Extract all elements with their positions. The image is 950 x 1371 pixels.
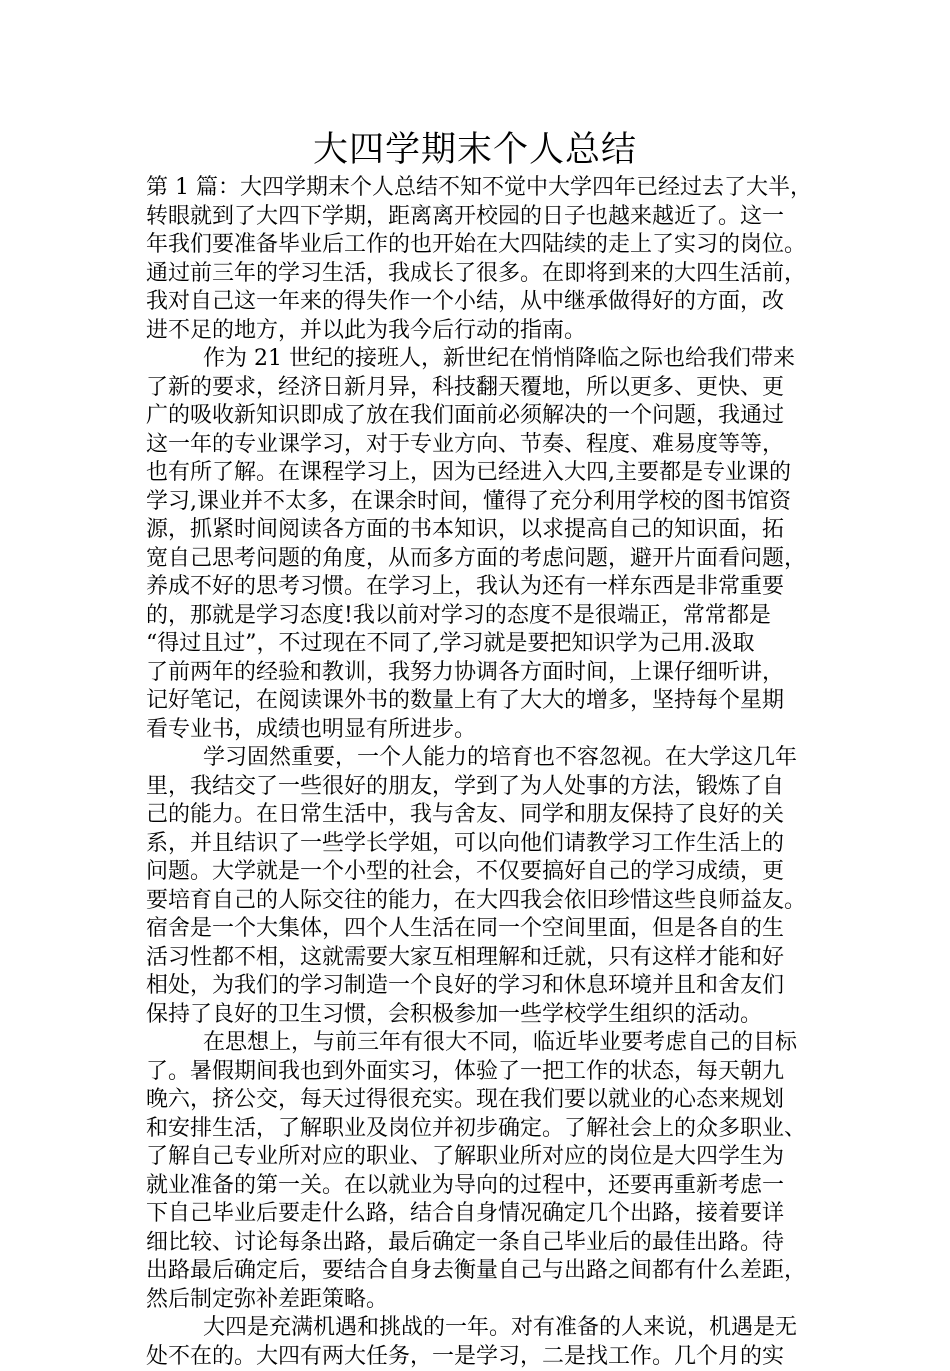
body-line: 系，并且结识了一些学长学姐，可以向他们请教学习工作生活上的 [146,830,814,859]
body-line: 年我们要准备毕业后工作的也开始在大四陆续的走上了实习的岗位。 [146,231,814,260]
body-line: 相处，为我们的学习制造一个良好的学习和休息环境并且和舍友们 [146,972,814,1001]
body-line: 通过前三年的学习生活，我成长了很多。在即将到来的大四生活前， [146,260,814,289]
body-line: 就业准备的第一关。在以就业为导向的过程中，还要再重新考虑一 [146,1172,814,1201]
body-line: 这一年的专业课学习，对于专业方向、节奏、程度、难易度等等， [146,431,814,460]
body-line: 己的能力。在日常生活中，我与舍友、同学和朋友保持了良好的关 [146,801,814,830]
body-line: 然后制定弥补差距策略。 [146,1286,814,1315]
body-line: 第 1 篇：大四学期末个人总结不知不觉中大学四年已经过去了大半， [146,174,814,203]
body-line: 活习性都不相，这就需要大家互相理解和迁就，只有这样才能和好 [146,944,814,973]
body-line: 看专业书，成绩也明显有所进步。 [146,716,814,745]
body-line: 学习,课业并不太多，在课余时间，懂得了充分利用学校的图书馆资 [146,488,814,517]
body-line: 了解自己专业所对应的职业、了解职业所对应的岗位是大四学生为 [146,1143,814,1172]
body-line: 宽自己思考问题的角度，从而多方面的考虑问题，避开片面看问题， [146,545,814,574]
document-body [146,174,814,1371]
body-line: 转眼就到了大四下学期，距离离开校园的日子也越来越近了。这一 [146,203,814,232]
body-line: 的，那就是学习态度!我以前对学习的态度不是很端正，常常都是 [146,602,814,631]
body-line: 也有所了解。在课程学习上，因为已经进入大四,主要都是专业课的 [146,459,814,488]
body-line: 大四是充满机遇和挑战的一年。对有准备的人来说，机遇是无 [146,1314,814,1343]
body-line: 了新的要求，经济日新月异，科技翻天覆地，所以更多、更快、更 [146,374,814,403]
body-line: 处不在的。大四有两大任务，一是学习，二是找工作。几个月的实 [146,1343,814,1371]
body-line: 问题。大学就是一个小型的社会，不仅要搞好自己的学习成绩，更 [146,858,814,887]
body-line: 在思想上，与前三年有很大不同，临近毕业要考虑自己的目标 [146,1029,814,1058]
body-line: 记好笔记，在阅读课外书的数量上有了大大的增多，坚持每个星期 [146,687,814,716]
body-line: 里，我结交了一些很好的朋友，学到了为人处事的方法，锻炼了自 [146,773,814,802]
body-line: 了前两年的经验和教训，我努力协调各方面时间，上课仔细听讲， [146,659,814,688]
body-line: 学习固然重要，一个人能力的培育也不容忽视。在大学这几年 [146,744,814,773]
body-line: 源，抓紧时间阅读各方面的书本知识，以求提高自己的知识面，拓 [146,516,814,545]
body-line: 养成不好的思考习惯。在学习上，我认为还有一样东西是非常重要 [146,573,814,602]
body-line: 晚六，挤公交，每天过得很充实。现在我们要以就业的心态来规划 [146,1086,814,1115]
body-line: “得过且过”，不过现在不同了,学习就是要把知识学为己用.汲取 [146,630,814,659]
body-line: 广的吸收新知识即成了放在我们面前必须解决的一个问题，我通过 [146,402,814,431]
body-line: 宿舍是一个大集体，四个人生活在同一个空间里面，但是各自的生 [146,915,814,944]
body-line: 细比较、讨论每条出路，最后确定一条自己毕业后的最佳出路。待 [146,1229,814,1258]
body-line: 和安排生活，了解职业及岗位并初步确定。了解社会上的众多职业、 [146,1115,814,1144]
body-line: 作为 21 世纪的接班人，新世纪在悄悄降临之际也给我们带来 [146,345,814,374]
body-line: 要培育自己的人际交往的能力，在大四我会依旧珍惜这些良师益友。 [146,887,814,916]
body-line: 进不足的地方，并以此为我今后行动的指南。 [146,317,814,346]
body-line: 我对自己这一年来的得失作一个小结，从中继承做得好的方面，改 [146,288,814,317]
body-line: 保持了良好的卫生习惯，会积极参加一些学校学生组织的活动。 [146,1001,814,1030]
body-line: 下自己毕业后要走什么路，结合自身情况确定几个出路，接着要详 [146,1200,814,1229]
document-title: 大四学期末个人总结 [0,128,950,172]
body-line: 了。暑假期间我也到外面实习，体验了一把工作的状态，每天朝九 [146,1058,814,1087]
body-line: 出路最后确定后，要结合自身去衡量自己与出路之间都有什么差距， [146,1257,814,1286]
